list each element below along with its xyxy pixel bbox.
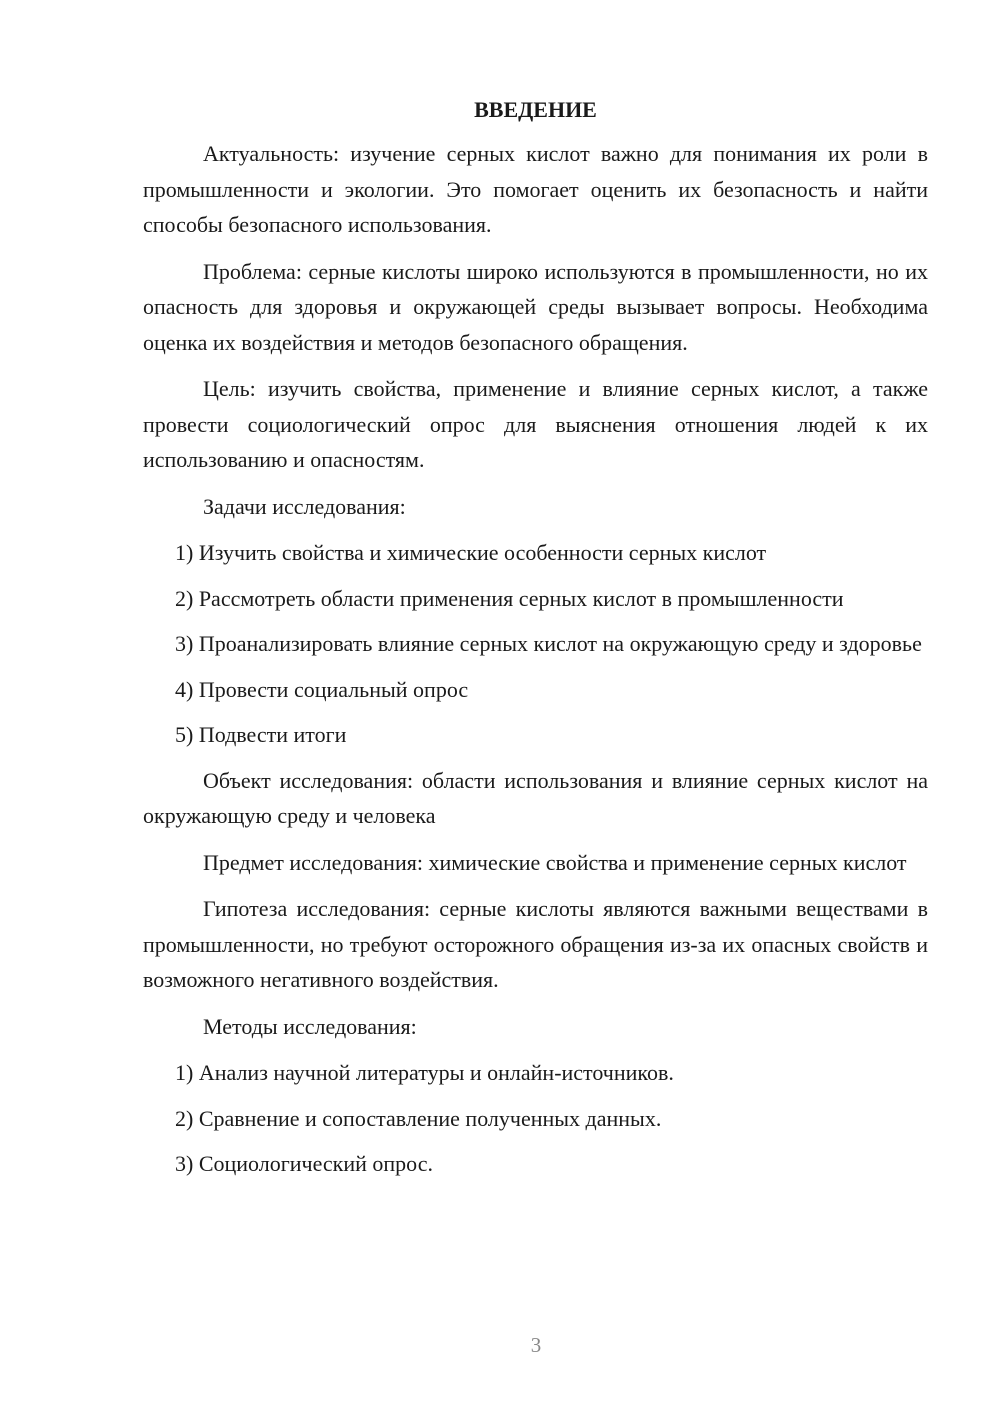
- method-item: 2) Сравнение и сопоставление полученных данных.: [175, 1105, 662, 1131]
- task-item: 3) Проанализировать влияние серных кислот на окружающую среду и здоровье: [175, 631, 922, 656]
- task-item: 5) Подвести итоги: [175, 722, 347, 747]
- section-title: ВВЕДЕНИЕ: [474, 97, 597, 122]
- document-page: [143, 92, 928, 1192]
- method-item: 3) Социологический опрос.: [175, 1151, 433, 1176]
- task-item: 2) Рассмотреть области применения серных кислот в промышленности: [175, 585, 844, 611]
- actuality-paragraph: Актуальность: изучение серных кислот важно для понимания их роли в промышленности и экологии. Это помогает оценить их безопасность и найти способы безопасного использования.: [143, 141, 928, 237]
- method-item: 1) Анализ научной литературы и онлайн-источников.: [175, 1060, 674, 1085]
- task-item: 4) Провести социальный опрос: [175, 676, 469, 702]
- subject-paragraph: Предмет исследования: химические свойства и применение серных кислот: [203, 849, 907, 875]
- hypothesis-paragraph: Гипотеза исследования: серные кислоты являются важными веществами в промышленности, но требуют осторожного обращения из-за их опасных свойств и возможного негативного воздействия.: [143, 896, 928, 992]
- task-item: 1) Изучить свойства и химические особенности серных кислот: [175, 540, 767, 565]
- problem-paragraph: Проблема: серные кислоты широко используются в промышленности, но их опасность для здоровья и окружающей среды вызывает вопросы. Необходима оценка их воздействия и методов безопасного обращения.: [143, 258, 928, 355]
- page-number: 3: [530, 1333, 542, 1357]
- goal-paragraph: Цель: изучить свойства, применение и влияние серных кислот, а также провести социологический опрос для выяснения отношения людей к их использованию и опасностям.: [143, 376, 928, 472]
- object-paragraph: Объект исследования: области использования и влияние серных кислот на окружающую среду и человека: [143, 767, 928, 828]
- tasks-heading: Задачи исследования:: [203, 493, 406, 519]
- methods-heading: Методы исследования:: [203, 1013, 417, 1039]
